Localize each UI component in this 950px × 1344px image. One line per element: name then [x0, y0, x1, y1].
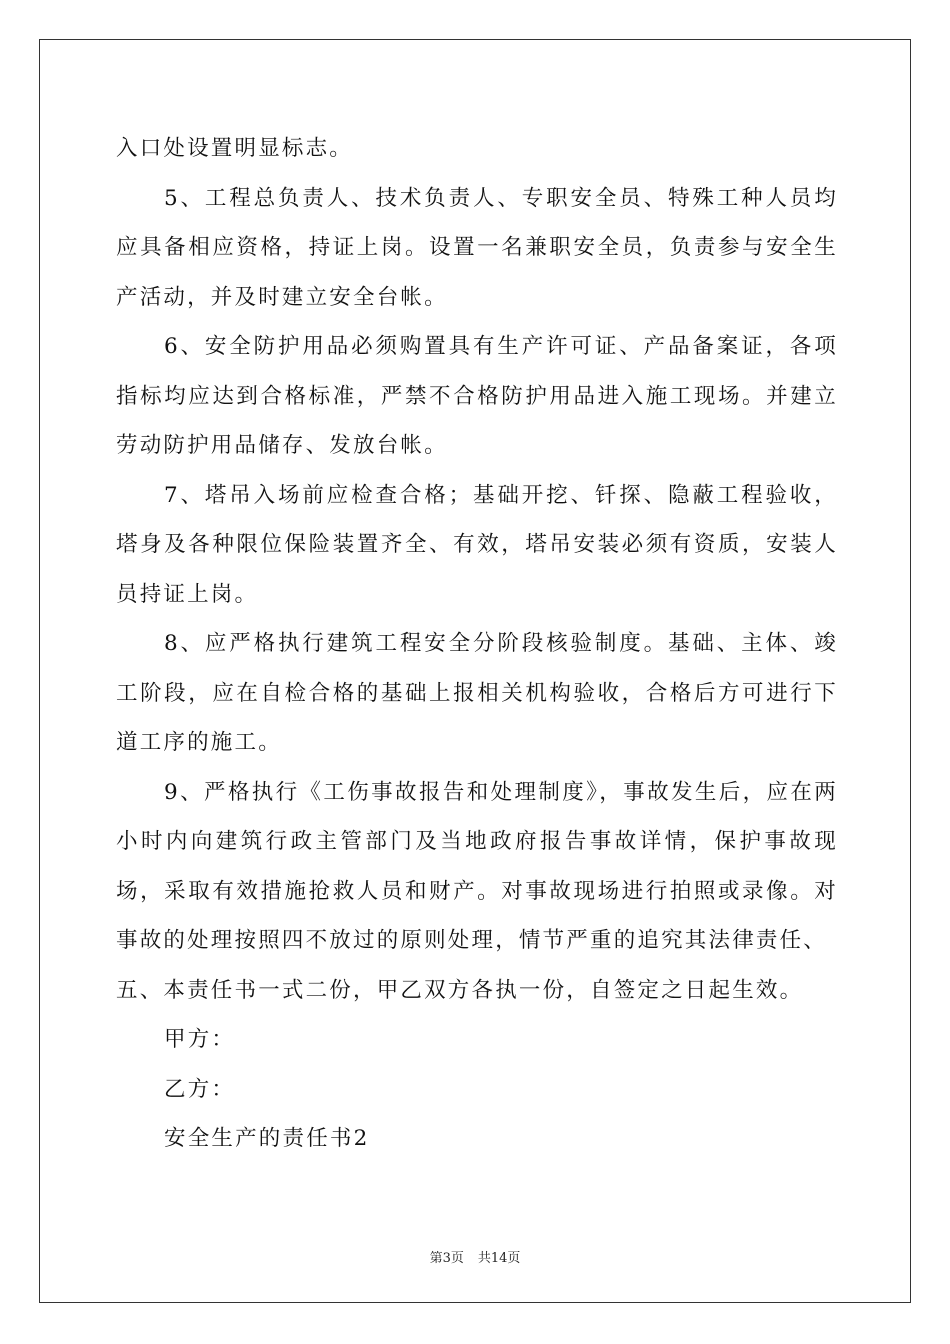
total-pages: 共14页 — [477, 1251, 521, 1266]
paragraph-item-6: 6、安全防护用品必须购置具有生产许可证、产品备案证，各项指标均应达到合格标准，严禁不合格防护用品进入施工现场。并建立劳动防护用品储存、发放台帐。 — [116, 334, 838, 458]
page-number: 第3页 — [429, 1251, 464, 1266]
paragraph-continuation: 入口处设置明显标志。 — [116, 136, 354, 161]
paragraph-item-9: 9、严格执行《工伤事故报告和处理制度》，事故发生后，应在两小时内向建筑行政主管部门及当地政府报告事故详情，保护事故现场，采取有效措施抢救人员和财产。对事故现场进行拍照或录像。对事故的处理按照四不放过的原则处理，情节严重的追究其法律责任、 — [116, 779, 838, 953]
page-footer — [0, 1247, 950, 1266]
paragraph-item-7: 7、塔吊入场前应检查合格；基础开挖、钎探、隐蔽工程验收，塔身及各种限位保险装置齐全、有效，塔吊安装必须有资质，安装人员持证上岗。 — [116, 482, 838, 607]
paragraph-item-5: 5、工程总负责人、技术负责人、专职安全员、特殊工种人员均应具备相应资格，持证上岗。设置一名兼职安全员，负责参与安全生产活动，并及时建立安全台帐。 — [116, 185, 838, 310]
paragraph-section-five: 五、本责任书一式二份，甲乙双方各执一份，自签定之日起生效。 — [116, 977, 804, 1003]
paragraph-item-8: 8、应严格执行建筑工程安全分阶段核验制度。基础、主体、竣工阶段，应在自检合格的基础上报相关机构验收，合格后方可进行下道工序的施工。 — [116, 631, 838, 755]
document-body — [116, 124, 838, 1164]
party-a-label: 甲方： — [164, 1027, 236, 1052]
party-b-label: 乙方： — [164, 1076, 236, 1102]
next-document-title: 安全生产的责任书2 — [164, 1126, 370, 1151]
